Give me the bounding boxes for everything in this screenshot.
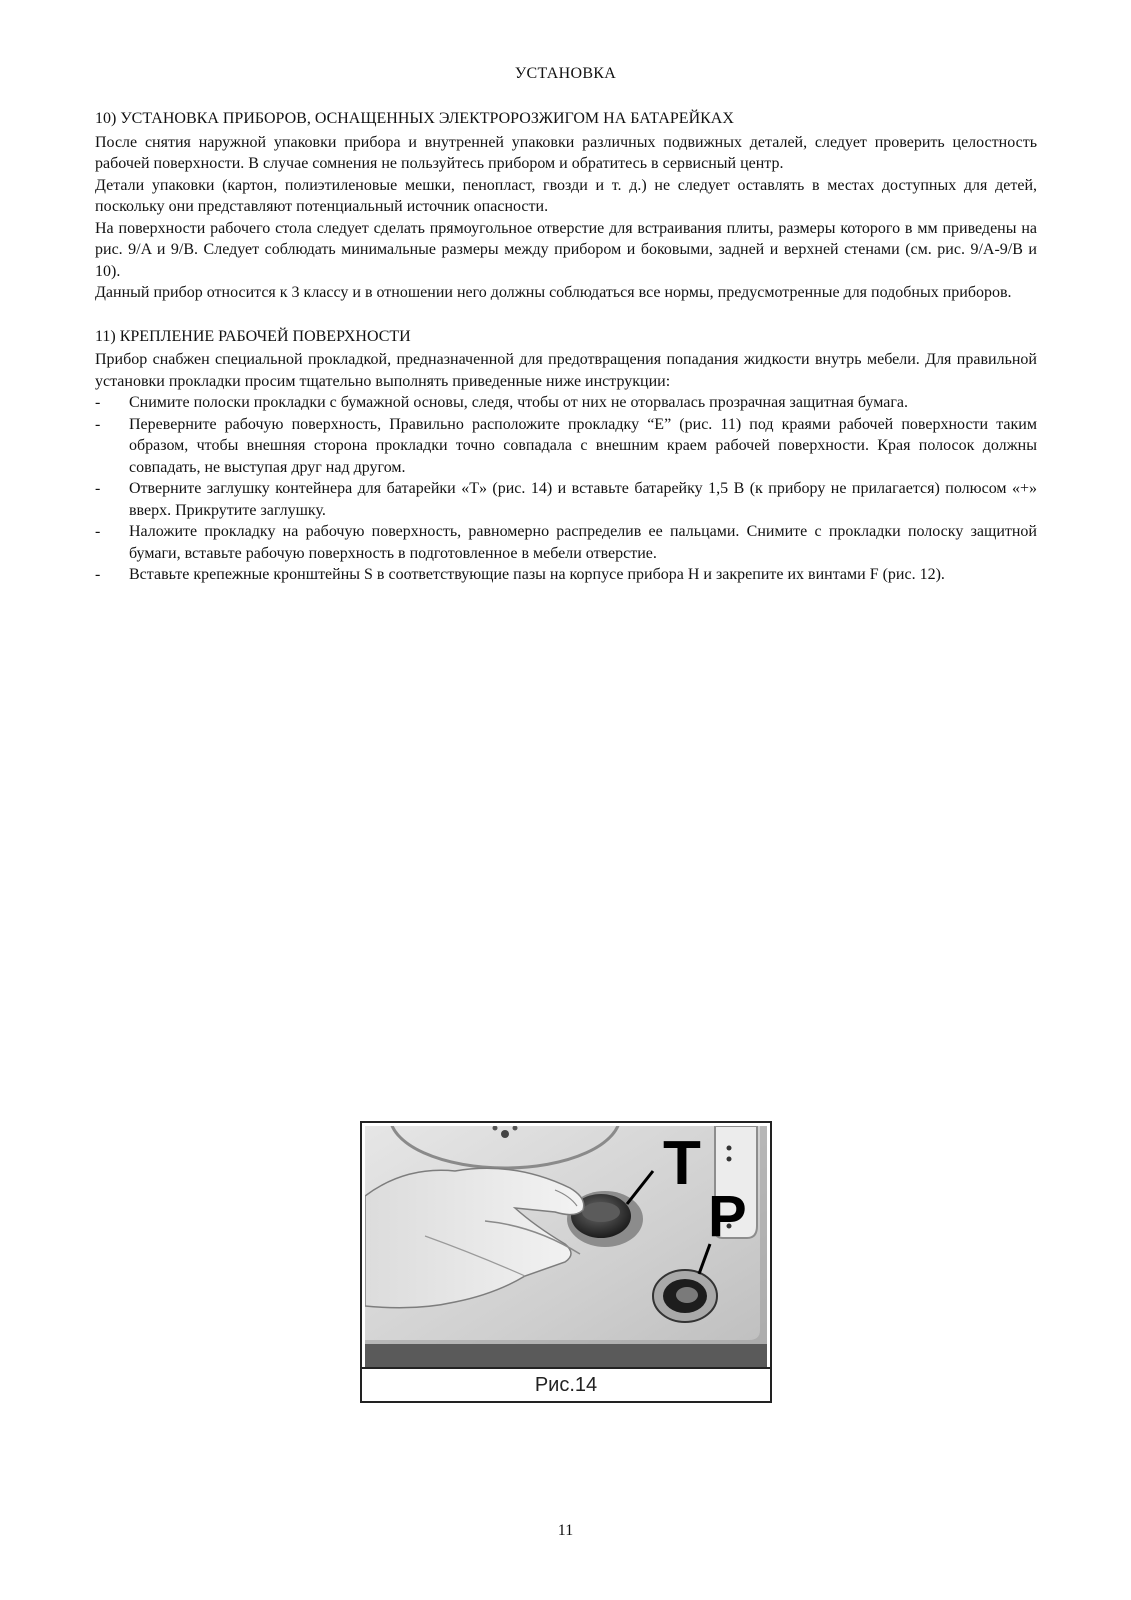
list-bullet: - (95, 480, 101, 497)
list-item-text: Вставьте крепежные кронштейны S в соответствующие пазы на корпусе прибора H и закрепите их винтами F (рис. 12). (129, 566, 945, 583)
list-item (95, 392, 1037, 414)
document-body (95, 108, 1037, 586)
instruction-list (95, 392, 1037, 586)
page-title: УСТАНОВКА (514, 65, 617, 82)
section-11-heading: 11) КРЕПЛЕНИЕ РАБОЧЕЙ ПОВЕРХНОСТИ (95, 327, 411, 345)
figure-14 (360, 1121, 772, 1403)
list-bullet: - (95, 523, 101, 540)
paragraph: Детали упаковки (картон, полиэтиленовые мешки, пенопласт, гвозди и т. д.) не следует оставлять в местах доступных для детей, поскольку они представляют потенциальный источник опасности. (95, 176, 1037, 215)
figure-caption: Рис.14 (362, 1367, 770, 1401)
page-number: 11 (557, 1522, 574, 1539)
figure-photo (365, 1126, 767, 1368)
list-bullet: - (95, 415, 101, 433)
label-p: P (708, 1184, 747, 1249)
paragraph: Прибор снабжен специальной прокладкой, предназначенной для предотвращения попадания жидкости внутрь мебели. Для правильной установки прокладки просим тщательно выполнять приведенные ниже инструкции: (95, 351, 1037, 390)
paragraph: На поверхности рабочего стола следует сделать прямоугольное отверстие для встраивания плиты, размеры которого в мм приведены на рис. 9/A и 9/B. Следует соблюдать минимальные размеры между прибором и боковыми, задней и верхней стенами (см. рис. 9/A-9/B и 10). (95, 219, 1037, 280)
list-item-text: Снимите полоски прокладки с бумажной основы, следя, чтобы от них не оторвалась прозрачная защитная бумага. (129, 394, 908, 411)
list-item (95, 414, 1037, 479)
list-item (95, 478, 1037, 521)
list-item-text: Отверните заглушку контейнера для батарейки «T» (рис. 14) и вставьте батарейку 1,5 В (к прибору не прилагается) полюсом «+» вверх. Прикрутите заглушку. (129, 480, 1037, 519)
label-t: T (663, 1129, 701, 1198)
list-item-text: Переверните рабочую поверхность, Правильно расположите прокладку “E” (рис. 11) под краями рабочей поверхности таким образом, чтобы внешняя сторона прокладки точно совпадала с внешним краем рабочей поверхности. Края полосок должны совпадать, не выступая друг над другом. (129, 415, 1037, 476)
list-item (95, 521, 1037, 564)
battery-cap-illustration (365, 1126, 767, 1368)
list-item (95, 564, 1037, 586)
paragraph: После снятия наружной упаковки прибора и внутренней упаковки различных подвижных деталей, следует проверить целостность рабочей поверхности. В случае сомнения не пользуйтесь прибором и обратитесь в сервисный центр. (95, 133, 1037, 172)
list-bullet: - (95, 566, 101, 583)
list-item-text: Наложите прокладку на рабочую поверхность, равномерно распределив ее пальцами. Снимите с прокладки полоску защитной бумаги, вставьте рабочую поверхность в подготовленное в мебели отверстие. (129, 523, 1037, 562)
paragraph: Данный прибор относится к 3 классу и в отношении него должны соблюдаться все нормы, предусмотренные для подобных приборов. (95, 284, 1012, 301)
list-bullet: - (95, 394, 101, 411)
section-10-heading: 10) УСТАНОВКА ПРИБОРОВ, ОСНАЩЕННЫХ ЭЛЕКТРОРОЗЖИГОМ НА БАТАРЕЙКАХ (95, 110, 734, 127)
